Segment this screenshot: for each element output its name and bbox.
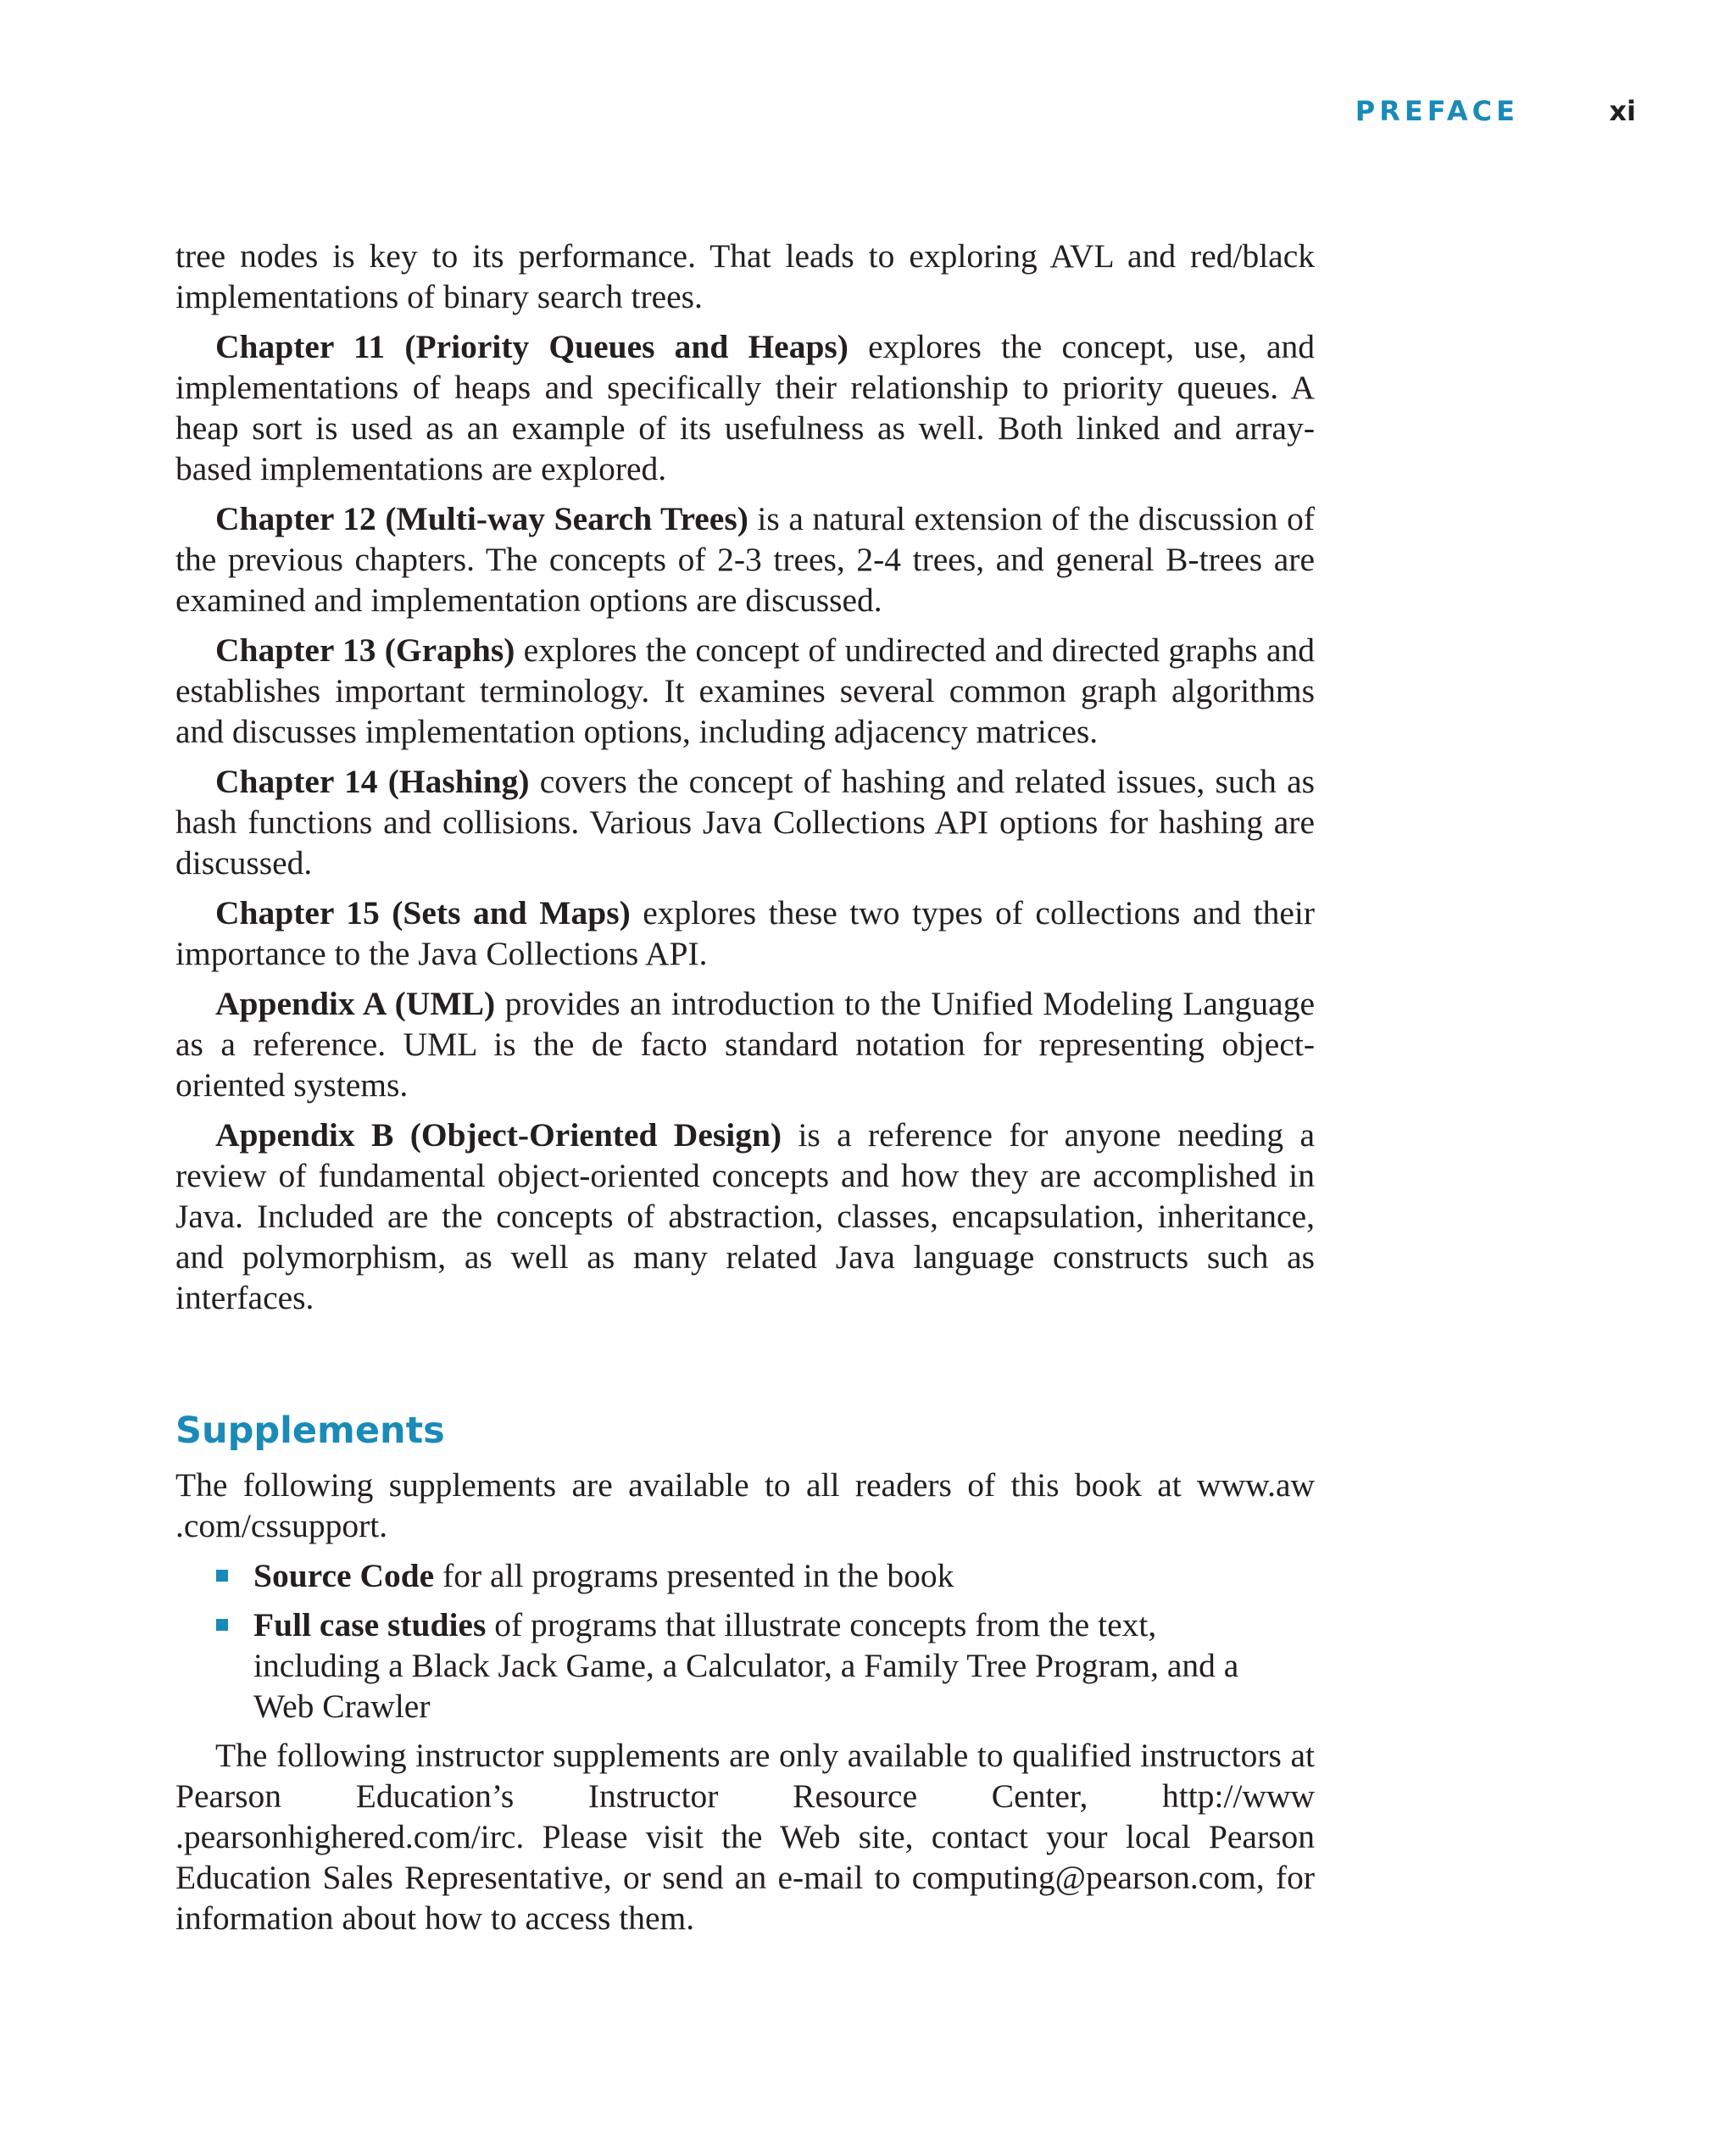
supplements-intro: The following supplements are available to all readers of this book at www.aw .com/cssupport. bbox=[175, 1466, 1315, 1544]
chapter-15-text: explores these two types of collections and their importance to the Java Collections API. bbox=[175, 894, 1316, 972]
appendix-b-label: Appendix B (Object-Oriented Design) bbox=[215, 1116, 782, 1154]
supplements-heading: Supplements bbox=[175, 1410, 445, 1452]
paragraph-appendix-a bbox=[175, 983, 1315, 1105]
appendix-a-text: provides an introduction to the Unified Modeling Language as a reference. UML is the de facto standard notation for representing object-oriented systems. bbox=[175, 985, 1315, 1104]
list-item-label: Full case studies bbox=[253, 1606, 487, 1643]
chapter-12-label: Chapter 12 (Multi-way Search Trees) bbox=[215, 500, 748, 537]
chapter-13-text: explores the concept of undirected and directed graphs and establishes important terminology. It examines several common graph algorithms and discusses implementation options, including adjacency matrices. bbox=[175, 631, 1315, 750]
list-item bbox=[253, 1604, 1275, 1727]
paragraph-chapter-15 bbox=[175, 893, 1315, 974]
chapter-12-text: is a natural extension of the discussion of the previous chapters. The concepts of 2-3 trees, 2-4 trees, and general B-trees are examined and implementation options are discussed. bbox=[175, 500, 1315, 619]
chapter-14-label: Chapter 14 (Hashing) bbox=[215, 763, 530, 800]
chapter-11-text: explores the concept, use, and implementations of heaps and specifically their relationship to priority queues. A heap sort is used as an example of its usefulness as well. Both linked and array-based implementations are explored. bbox=[175, 328, 1315, 487]
running-head bbox=[1322, 95, 1636, 129]
paragraph-chapter-13 bbox=[175, 630, 1315, 752]
page-number: xi bbox=[1609, 95, 1636, 127]
instructor-supplements-paragraph: The following instructor supplements are only available to qualified instructors at Pearson Education’s Instructor Resource Center, http://www .pearsonhighered.com/irc. Please visit the Web site, contact your local Pearson Education Sales Representative, or send an e-mail to computing@pearson.com, for information about how to access them. bbox=[175, 1737, 1315, 1937]
chapter-15-label: Chapter 15 (Sets and Maps) bbox=[215, 894, 631, 931]
list-item-label: Source Code bbox=[253, 1557, 435, 1594]
paragraph-chapter-11 bbox=[175, 326, 1315, 489]
chapter-14-text: covers the concept of hashing and related issues, such as hash functions and collisions. Various Java Collections API options for hashing are discussed. bbox=[175, 763, 1316, 881]
list-item-text: of programs that illustrate concepts from the text, including a Black Jack Game, a Calculator, a Family Tree Program, and a Web Crawler bbox=[253, 1606, 1239, 1725]
paragraph-chapter-12 bbox=[175, 498, 1315, 620]
paragraph-chapter-14 bbox=[175, 761, 1315, 883]
page-body bbox=[175, 236, 1315, 1948]
section-title: PREFACE bbox=[1355, 95, 1519, 127]
list-item bbox=[253, 1555, 1275, 1596]
square-bullet-icon bbox=[216, 1570, 228, 1582]
square-bullet-icon bbox=[216, 1619, 228, 1631]
appendix-b-text: is a reference for anyone needing a review of fundamental object-oriented concepts and how they are accomplished in Java. Included are the concepts of abstraction, classes, encapsulation, inheritance, and polymorphism, as well as many related Java language constructs such as interfaces. bbox=[175, 1116, 1315, 1316]
paragraph-appendix-b bbox=[175, 1115, 1315, 1318]
chapter-11-label: Chapter 11 (Priority Queues and Heaps) bbox=[215, 328, 849, 365]
appendix-a-label: Appendix A (UML) bbox=[215, 985, 496, 1022]
chapter-13-label: Chapter 13 (Graphs) bbox=[215, 631, 515, 669]
continued-paragraph: tree nodes is key to its performance. That leads to exploring AVL and red/black implementations of binary search trees. bbox=[175, 237, 1315, 315]
list-item-text: for all programs presented in the book bbox=[434, 1557, 954, 1594]
supplements-list bbox=[175, 1555, 1275, 1727]
